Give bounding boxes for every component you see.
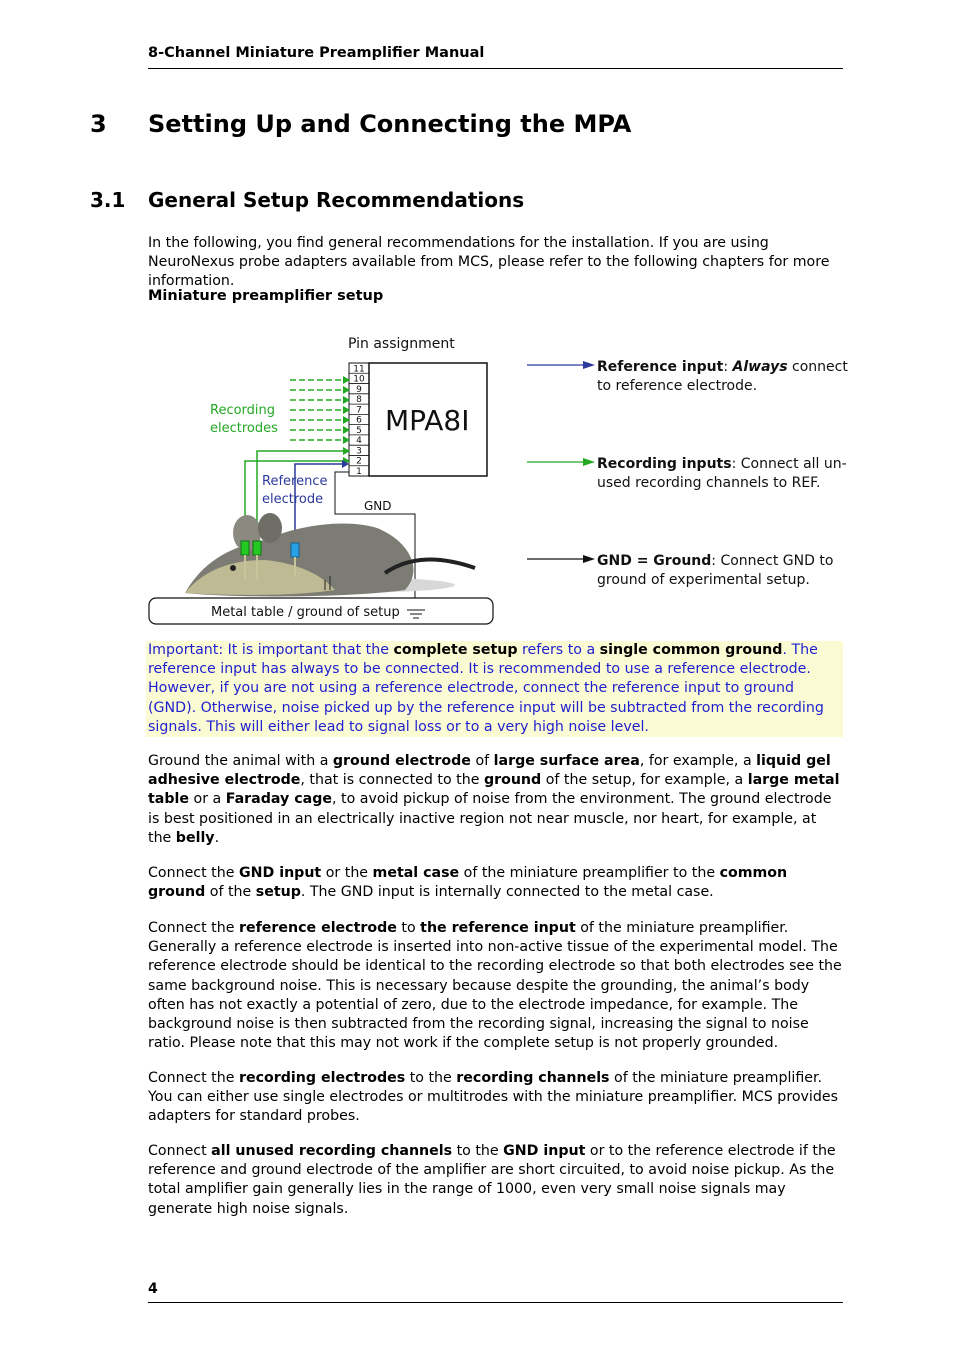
footer-rule bbox=[148, 1302, 843, 1303]
pin-label: 9 bbox=[356, 384, 362, 395]
gnd-label: GND bbox=[364, 499, 392, 513]
reference-label-line1: Reference bbox=[262, 474, 328, 489]
recording-label-line2: electrodes bbox=[210, 421, 278, 436]
device-label: MPA8I bbox=[385, 404, 470, 437]
pin-ladder bbox=[349, 363, 369, 477]
pin-label: 3 bbox=[356, 446, 362, 457]
pin-label: 10 bbox=[353, 374, 365, 385]
legend-gnd-line2: ground of experimental setup. bbox=[597, 572, 810, 588]
paragraph-gnd-input: Connect the GND input or the metal case of the miniature preamplifier to the common ground of the setup. The GND input is internally connected to the metal case. bbox=[148, 865, 788, 901]
figure-caption: Miniature preamplifier setup bbox=[148, 288, 384, 304]
legend-recording-line1: Recording inputs: Connect all un- bbox=[597, 456, 847, 472]
metal-table-label: Metal table / ground of setup bbox=[211, 605, 400, 620]
pin-label: 8 bbox=[356, 395, 362, 406]
paragraph-reference-electrode: Connect the reference electrode to the reference input of the miniature preamplifier. Generally a reference electrode is inserted into non-active tissue of the experimental model. The reference electrode should be identical to the recording electrode so that both electrodes see the same background noise. This is necessary because despite the grounding, the animal’s body often has not exactly a potential of zero, due to the electrode impedance, for example. The background noise is then subtracted from the recording signal, increasing the signal to noise ratio. Please note that this may not work if the complete setup is not properly grounded. bbox=[148, 920, 842, 1052]
recording-dashed-lines bbox=[290, 380, 345, 440]
pin-label: 11 bbox=[353, 364, 365, 375]
pin-label: 5 bbox=[356, 425, 362, 436]
section-number: 3.1 bbox=[90, 188, 126, 212]
intro-paragraph: In the following, you find general recommendations for the installation. If you are using NeuroNexus probe adapters available from MCS, please refer to the following chapters for more information. bbox=[148, 235, 830, 290]
page-number: 4 bbox=[148, 1281, 158, 1297]
legend-reference-line1: Reference input: Always connect bbox=[597, 359, 848, 375]
legend-reference-line2: to reference electrode. bbox=[597, 378, 758, 394]
important-note: Important: It is important that the complete setup refers to a single common ground. The reference input has always to be connected. It is recommended to use a reference electrode. However, if you are not using a reference electrode, connect the reference input to ground (GND). Otherwise, noise picked up by the reference input will be subtracted from the recording signals. This will either lead to signal loss or to a very high noise level. bbox=[146, 641, 843, 737]
running-header: 8-Channel Miniature Preamplifier Manual bbox=[148, 45, 485, 61]
setup-diagram bbox=[145, 328, 855, 633]
reference-label-line2: electrode bbox=[262, 492, 324, 507]
legend-arrows bbox=[527, 361, 595, 563]
paragraph-ground-animal: Ground the animal with a ground electrode of large surface area, for example, a liquid gel adhesive electrode, that is connected to the ground of the setup, for example, a large metal table or a Faraday cage, to avoid pickup of noise from the environment. The ground electrode is best positioned in an electrically inactive region not near muscle, nor heart, for example, at the belly. bbox=[148, 753, 840, 846]
mouse-illustration bbox=[185, 513, 475, 596]
header-rule bbox=[148, 68, 843, 69]
pin-label: 6 bbox=[356, 415, 362, 426]
section-title: General Setup Recommendations bbox=[148, 188, 525, 212]
legend-recording-line2: used recording channels to REF. bbox=[597, 475, 821, 491]
pin-label: 2 bbox=[356, 456, 362, 467]
chapter-title: Setting Up and Connecting the MPA bbox=[148, 110, 632, 138]
pin-label: 7 bbox=[356, 405, 362, 416]
pin-assignment-title: Pin assignment bbox=[348, 336, 455, 352]
legend-gnd-line1: GND = Ground: Connect GND to bbox=[597, 553, 834, 569]
recording-label-line1: Recording bbox=[210, 403, 276, 418]
chapter-number: 3 bbox=[90, 110, 107, 138]
pin-label: 1 bbox=[356, 467, 362, 477]
pin-label: 4 bbox=[356, 436, 362, 447]
paragraph-recording-electrodes: Connect the recording electrodes to the recording channels of the miniature preamplifier. You can either use single electrodes or multitrodes with the miniature preamplifier. MCS provides adapters for standard probes. bbox=[148, 1070, 838, 1125]
paragraph-unused-channels: Connect all unused recording channels to the GND input or to the reference electrode if the reference and ground electrode of the amplifier are short circuited, to avoid noise pickup. As the total amplifier gain generally lies in the range of 1000, even very small noise signals may generate high noise signals. bbox=[148, 1143, 836, 1217]
